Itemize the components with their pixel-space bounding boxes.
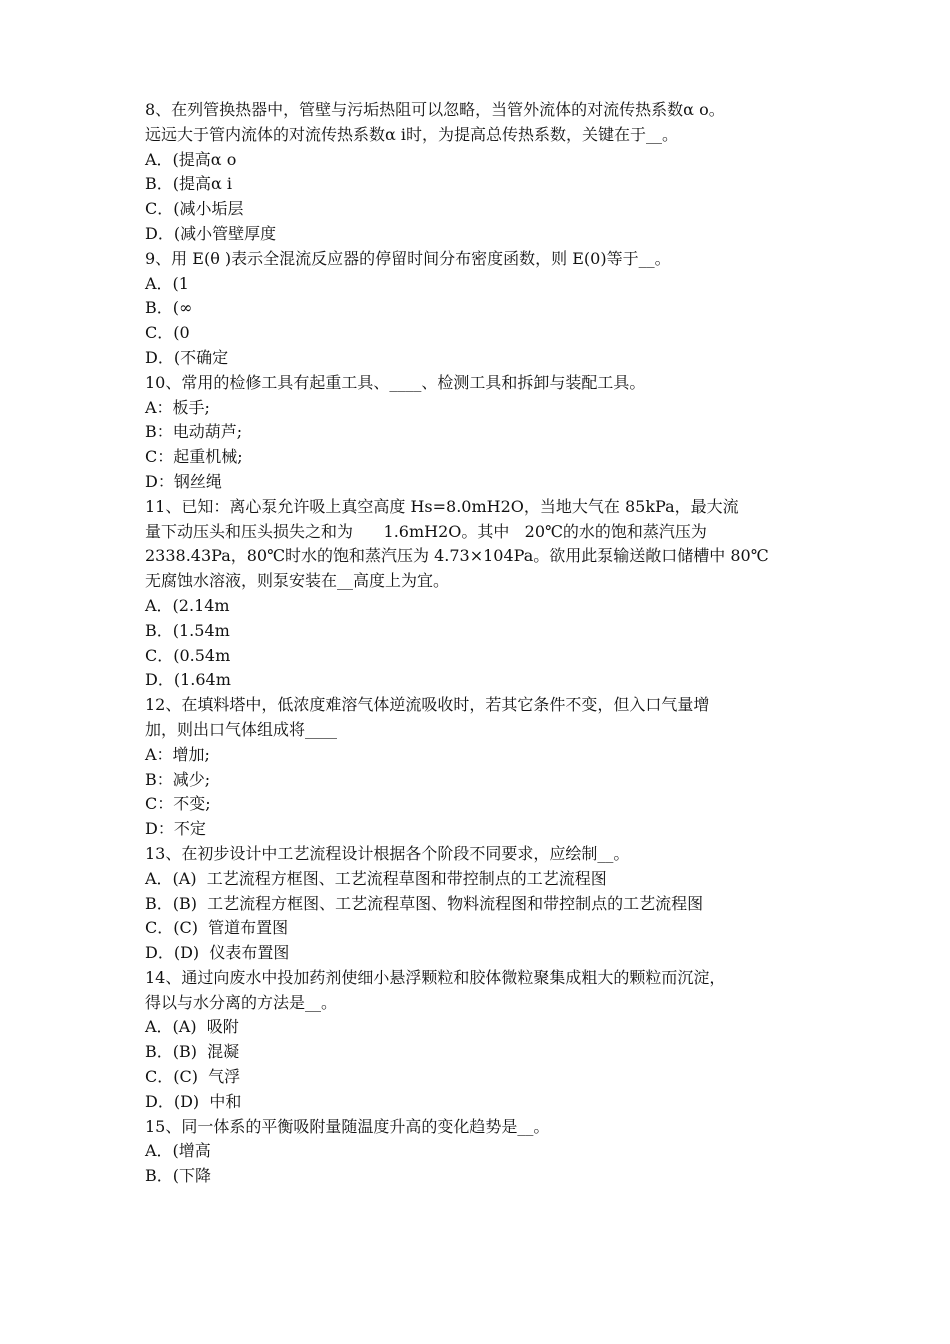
q14-option-c: C．(C) 气浮 <box>145 1067 241 1087</box>
q12-option-a: A：增加; <box>145 744 210 764</box>
q11-stem-line-1: 11、已知：离心泵允许吸上真空高度 Hs=8.0mH2O，当地大气在 85kPa，最大流 <box>145 496 739 516</box>
q11-option-b: B．(1.54m <box>145 620 230 640</box>
q9-option-a: A．(1 <box>145 273 189 293</box>
q14-stem-line-1: 14、通过向废水中投加药剂使细小悬浮颗粒和胶体微粒聚集成粗大的颗粒而沉淀， <box>145 967 726 987</box>
q8-stem-line-1: 8、在列管换热器中，管壁与污垢热阻可以忽略，当管外流体的对流传热系数α o。 <box>145 100 725 119</box>
q10-stem: 10、常用的检修工具有起重工具、____、检测工具和拆卸与装配工具。 <box>145 372 646 392</box>
q12-option-b: B：减少; <box>145 769 211 789</box>
document-body <box>145 98 835 1189</box>
q8-option-c: C．(减小垢层 <box>145 199 244 219</box>
q10-option-c: C：起重机械; <box>145 447 243 467</box>
q9-option-d: D．(不确定 <box>145 347 229 367</box>
q13-stem: 13、在初步设计中工艺流程设计根据各个阶段不同要求，应绘制__。 <box>145 843 630 863</box>
q8-option-b: B．(提高α i <box>145 174 233 194</box>
q12-stem-line-1: 12、在填料塔中，低浓度难溶气体逆流吸收时，若其它条件不变，但入口气量增 <box>145 695 710 715</box>
q12-option-c: C：不变; <box>145 794 211 814</box>
q9-stem: 9、用 E(θ )表示全混流反应器的停留时间分布密度函数，则 E(0)等于__。 <box>145 248 671 268</box>
q12-stem-line-2: 加，则出口气体组成将____ <box>145 719 338 739</box>
q13-option-c: C．(C) 管道布置图 <box>145 918 289 938</box>
q10-option-b: B：电动葫芦; <box>145 422 243 442</box>
q14-option-d: D．(D) 中和 <box>145 1091 242 1111</box>
q11-option-c: C．(0.54m <box>145 645 231 665</box>
q11-option-a: A．(2.14m <box>145 595 230 615</box>
q13-option-d: D．(D) 仪表布置图 <box>145 943 290 963</box>
q10-option-d: D：钢丝绳 <box>145 471 222 491</box>
q11-option-d: D．(1.64m <box>145 670 231 690</box>
q9-option-b: B．(∞ <box>145 298 193 318</box>
q12-option-d: D：不定 <box>145 819 206 839</box>
q8-stem-line-2: 远远大于管内流体的对流传热系数α i时，为提高总传热系数，关键在于__。 <box>145 124 679 144</box>
q13-option-a: A．(A) 工艺流程方框图、工艺流程草图和带控制点的工艺流程图 <box>145 868 607 888</box>
q8-option-a: A．(提高α o <box>145 149 237 169</box>
q10-option-a: A：板手; <box>145 397 210 417</box>
q14-option-a: A．(A) 吸附 <box>145 1017 239 1037</box>
q14-option-b: B．(B) 混凝 <box>145 1042 240 1062</box>
q11-stem-line-4: 无腐蚀水溶液，则泵安装在__高度上为宜。 <box>145 571 450 591</box>
q11-stem-line-2: 量下动压头和压头损失之和为 1.6mH2O。其中 20℃的水的饱和蒸汽压为 <box>145 521 707 541</box>
q13-option-b: B．(B) 工艺流程方框图、工艺流程草图、物料流程图和带控制点的工艺流程图 <box>145 893 704 913</box>
q14-stem-line-2: 得以与水分离的方法是__。 <box>145 992 338 1012</box>
q8-option-d: D．(减小管壁厚度 <box>145 223 277 243</box>
q11-stem-line-3: 2338.43Pa，80℃时水的饱和蒸汽压为 4.73×104Pa。欲用此泵输送敞口储槽中 80℃ <box>145 546 769 566</box>
q15-option-a: A．(增高 <box>145 1141 211 1161</box>
q15-stem: 15、同一体系的平衡吸附量随温度升高的变化趋势是__。 <box>145 1116 550 1136</box>
q9-option-c: C．(0 <box>145 323 190 343</box>
q15-option-b: B．(下降 <box>145 1166 212 1186</box>
